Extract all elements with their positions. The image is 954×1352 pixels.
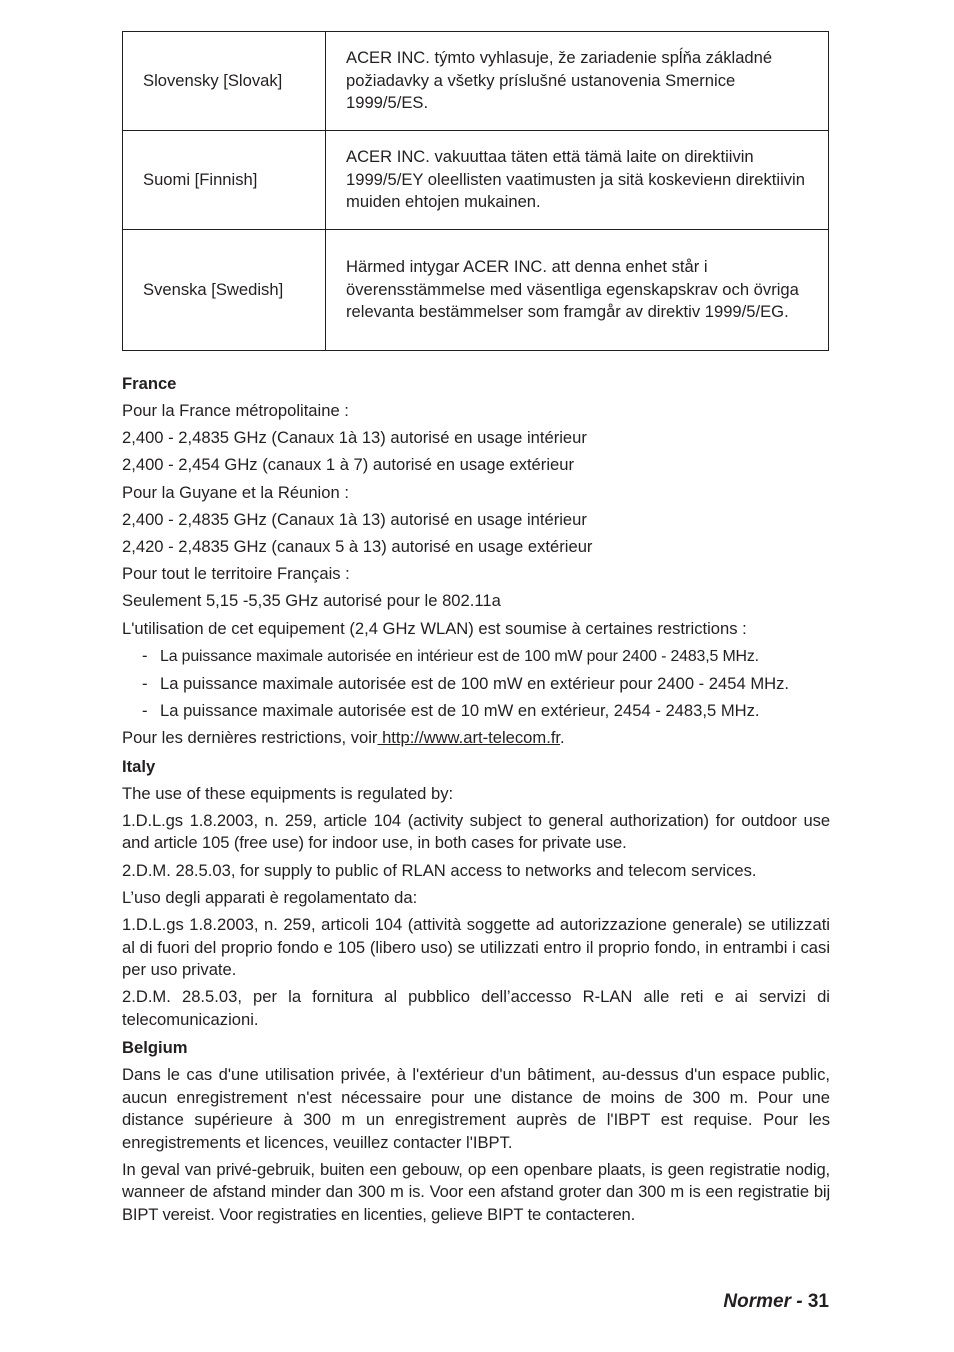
paragraph (122, 727, 830, 750)
france-section (122, 373, 830, 750)
restrictions-list (122, 645, 830, 723)
paragraph: Pour la Guyane et la Réunion : (122, 482, 349, 502)
page-footer (723, 1290, 829, 1314)
section-heading: Belgium (122, 1038, 188, 1058)
paragraph: 2,400 - 2,454 GHz (canaux 1 à 7) autorisé en usage extérieur (122, 455, 574, 475)
link-suffix: . (560, 728, 565, 748)
paragraph: 2,400 - 2,4835 GHz (Canaux 1à 13) autorisé en usage intérieur (122, 428, 587, 448)
paragraph: Pour la France métropolitaine : (122, 401, 349, 420)
language-cell: Suomi [Finnish] (123, 131, 326, 230)
list-item-text: La puissance maximale autorisée en intérieur est de 100 mW pour 2400 - 2483,5 MHz. (160, 647, 759, 665)
section-name: Normer - (723, 1291, 808, 1312)
declaration-table (122, 31, 829, 351)
paragraph: L’uso degli apparati è regolamentato da: (122, 887, 418, 907)
italy-section (122, 756, 830, 1031)
declaration-cell: ACER INC. vakuuttaa täten että tämä laite on direktiivin 1999/5/EY oleellisten vaatimusten ja sitä koskeviенn direktiivin muiden ehtojen mukainen. (326, 131, 829, 230)
paragraph: The use of these equipments is regulated by: (122, 783, 454, 803)
list-item: - La puissance maximale autorisée est de 100 mW en extérieur pour 2400 - 2454 MHz. (142, 673, 790, 693)
art-telecom-link[interactable]: http://www.art-telecom.fr (377, 728, 561, 748)
paragraph: 1.D.L.gs 1.8.2003, n. 259, article 104 (activity subject to general authorization) for outdoor use and article 105 (free use) for indoor use, in both cases for private use. (122, 810, 830, 853)
table-row (123, 131, 829, 230)
paragraph: 2,420 - 2,4835 GHz (canaux 5 à 13) autorisé en usage extérieur (122, 536, 593, 556)
paragraph: In geval van privé-gebruik, buiten een gebouw, op een openbare plaats, is geen registratie nodig, wanneer de afstand minder dan 300 m is. Voor een afstand groter dan 300 m is een registratie bij BIPT vereist. Voor registraties en licenties, gelieve BIPT te contacteren. (122, 1159, 830, 1224)
list-item-text: La puissance maximale autorisée est de 100 mW en extérieur pour 2400 - 2454 MHz. (160, 673, 790, 693)
page-number: 31 (807, 1291, 829, 1312)
belgium-section (122, 1037, 830, 1226)
declaration-cell: ACER INC. týmto vyhlasuje, že zariadenie spĺňa základné požiadavky a všetky príslušné ustanovenia Smernice 1999/5/ES. (326, 32, 829, 131)
paragraph: Dans le cas d'une utilisation privée, à l'extérieur d'un bâtiment, au-dessus d'un espace public, aucun enregistrement n'est nécessaire pour une distance de moins de 300 m. Pour une distance supérieure à 300 m un enregistrement auprès de l'IBPT est requise. Pour les enregistrements et licences, veuillez contacter l'IBPT. (122, 1065, 830, 1152)
paragraph: 2.D.M. 28.5.03, for supply to public of RLAN access to networks and telecom services. (122, 860, 757, 880)
table-row (123, 32, 829, 131)
list-item: - La puissance maximale autorisée est de 10 mW en extérieur, 2454 - 2483,5 MHz. (142, 701, 760, 721)
section-heading: France (122, 374, 177, 393)
list-item-text: La puissance maximale autorisée est de 10 mW en extérieur, 2454 - 2483,5 MHz. (160, 701, 760, 721)
paragraph: L'utilisation de cet equipement (2,4 GHz WLAN) est soumise à certaines restrictions : (122, 618, 747, 638)
declaration-cell: Härmed intygar ACER INC. att denna enhet står i överensstämmelse med väsentliga egenskapskrav och övriga relevanta bestämmelser som framgår av direktiv 1999/5/EG. (326, 230, 829, 351)
list-item: - La puissance maximale autorisée en intérieur est de 100 mW pour 2400 - 2483,5 MHz. (142, 645, 759, 665)
paragraph: Seulement 5,15 -5,35 GHz autorisé pour le 802.11a (122, 591, 501, 611)
section-heading: Italy (122, 756, 156, 776)
page-body (122, 373, 830, 1231)
paragraph: Pour tout le territoire Français : (122, 564, 350, 584)
paragraph: 2,400 - 2,4835 GHz (Canaux 1à 13) autorisé en usage intérieur (122, 509, 587, 529)
paragraph: 2.D.M. 28.5.03, per la fornitura al pubblico dell’accesso R-LAN alle reti e ai servizi di telecomunicazioni. (122, 987, 830, 1029)
paragraph: 1.D.L.gs 1.8.2003, n. 259, articoli 104 (attività soggette ad autorizzazione generale) se utilizzati al di fuori del proprio fondo e 105 (libero uso) se utilizzati entro il proprio fondo, in entrambi i casi per uso private. (122, 915, 830, 979)
link-prefix: Pour les dernières restrictions, voir (122, 728, 378, 748)
language-cell: Slovensky [Slovak] (123, 32, 326, 131)
language-cell: Svenska [Swedish] (123, 230, 326, 351)
table-row (123, 230, 829, 351)
